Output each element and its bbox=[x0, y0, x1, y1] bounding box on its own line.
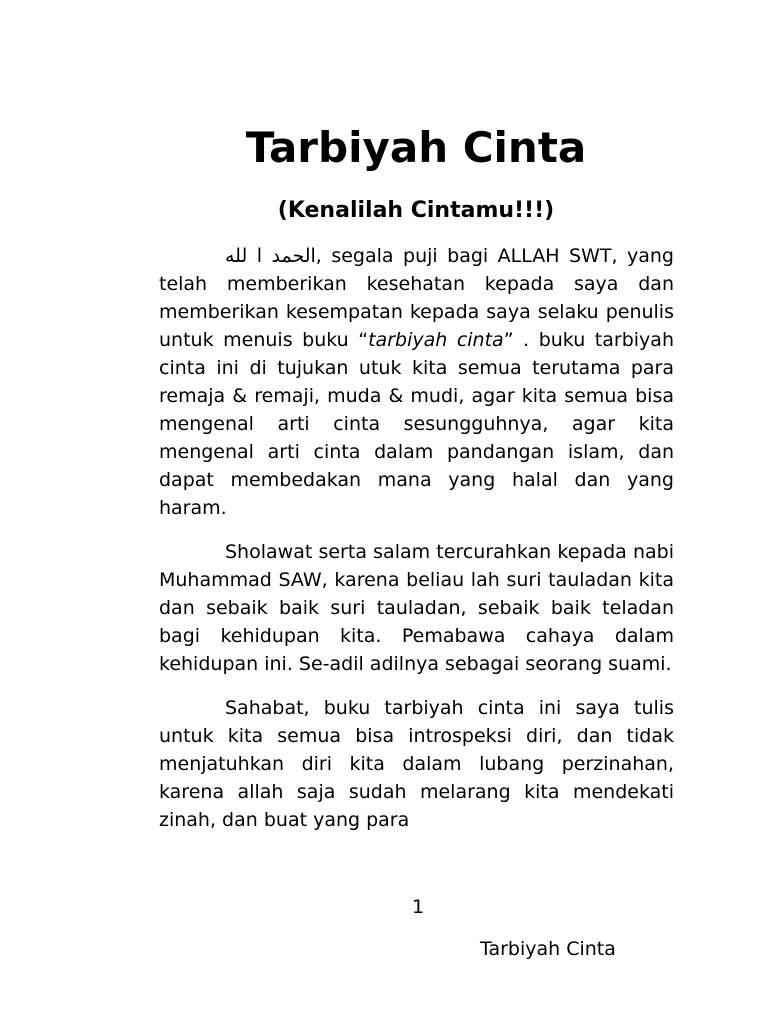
page-footer: Tarbiyah Cinta bbox=[480, 938, 616, 960]
document-subtitle: (Kenalilah Cintamu!!!) bbox=[277, 198, 555, 223]
document-body bbox=[159, 242, 674, 890]
page-number: 1 bbox=[411, 896, 425, 918]
paragraph-sholawat: Sholawat serta salam tercurahkan kepada nabi Muhammad SAW, karena beliau lah suri tauladan kita dan sebaik baik suri tauladan, sebaik baik teladan bagi kehidupan kita. Pemabawa cahaya dalam kehidupan ini. Se-adil adilnya sebagai seorang suami. bbox=[159, 541, 674, 675]
paragraph-sahabat: Sahabat, buku tarbiyah cinta ini saya tulis untuk kita semua bisa introspeksi diri, dan tidak menjatuhkan diri kita dalam lubang perzinahan, karena allah saja sudah melarang kita mendekati zinah, dan buat yang para bbox=[159, 697, 674, 831]
paragraph-intro-text-a: , segala puji bagi ALLAH SWT, yang telah memberikan kesehatan kepada saya dan memberikan kesempatan kepada saya selaku penulis untuk menuis buku “ bbox=[159, 245, 674, 351]
paragraph-intro-text-b: ” . buku tarbiyah cinta ini di tujukan utuk kita semua terutama para remaja & remaji, muda & mudi, agar kita semua bisa mengenal arti cinta sesungguhnya, agar kita mengenal arti cinta dalam pandangan islam, dan dapat membedakan mana yang halal dan yang haram. bbox=[159, 329, 674, 519]
arabic-praise: الحمد ا لله bbox=[225, 245, 316, 267]
paragraph-intro bbox=[159, 242, 674, 522]
book-title-italic: tarbiyah cinta bbox=[368, 329, 504, 351]
document-title: Tarbiyah Cinta bbox=[245, 123, 587, 172]
